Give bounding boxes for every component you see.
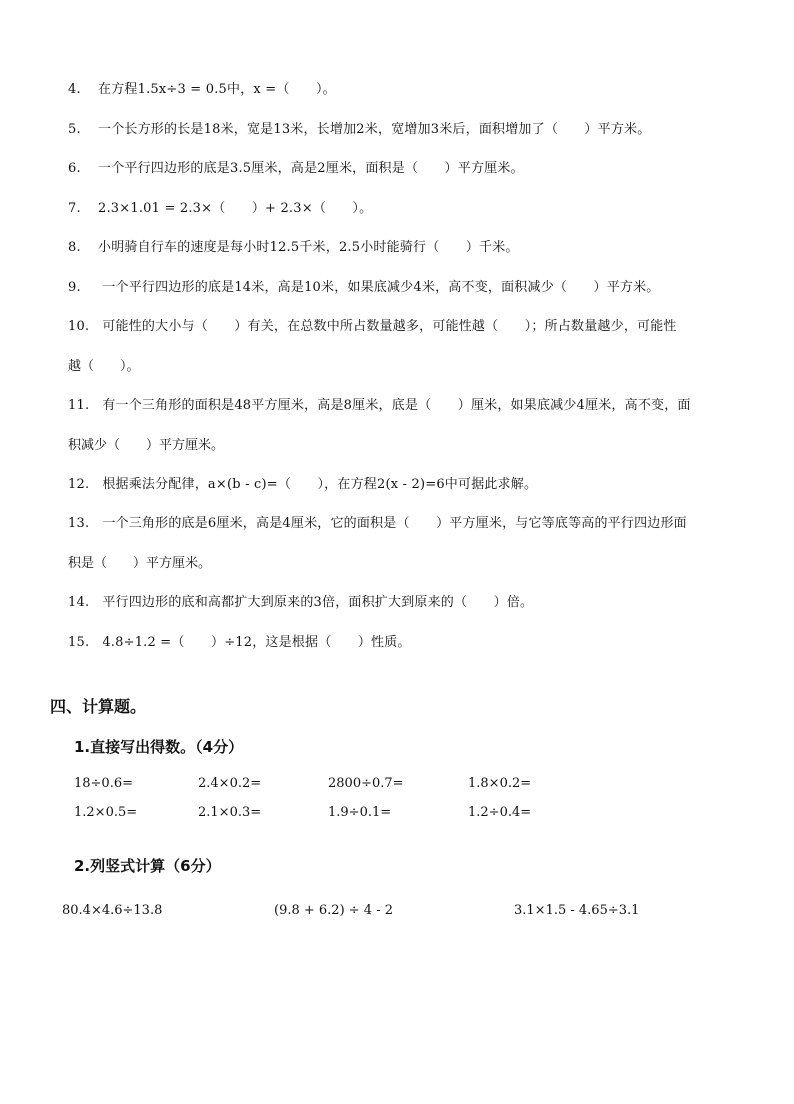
question-text: 可能性的大小与（ ）有关，在总数中所占数量越多，可能性越（ ）；所占数量越少，可能性	[98, 319, 677, 334]
calc-item: 2.1×0.3=	[198, 805, 262, 820]
calc-item: 2800÷0.7=	[328, 776, 404, 791]
question-10	[68, 319, 677, 335]
question-5	[68, 122, 650, 138]
question-text: 4.8÷1.2 =（ ）÷12，这是根据（ ）性质。	[98, 635, 411, 650]
calc-item: 1.8×0.2=	[468, 776, 532, 791]
question-7	[68, 201, 372, 217]
question-14	[68, 595, 533, 611]
question-number: 9.	[68, 280, 81, 295]
vertical-calc-item: 3.1×1.5 - 4.65÷3.1	[514, 903, 640, 918]
vertical-calc-item: 80.4×4.6÷13.8	[62, 903, 163, 918]
calc-item: 2.4×0.2=	[198, 776, 262, 791]
section-title: 四、计算题。	[50, 697, 147, 716]
question-8	[68, 240, 519, 256]
question-4	[68, 82, 336, 98]
question-number: 13.	[68, 516, 90, 531]
question-text: 有一个三角形的面积是48平方厘米，高是8厘米，底是（ ）厘米，如果底减少4厘米，高不变，面	[98, 398, 691, 413]
calc-item: 1.9÷0.1=	[328, 805, 392, 820]
question-text: 一个三角形的底是6厘米，高是4厘米，它的面积是（ ）平方厘米，与它等底等高的平行四边形面	[98, 516, 687, 531]
question-11-continuation: 积减少（ ）平方厘米。	[68, 438, 225, 453]
question-10-continuation: 越（ ）。	[68, 359, 140, 374]
question-text: 一个平行四边形的底是3.5厘米，高是2厘米，面积是（ ）平方厘米。	[98, 161, 524, 176]
part1-title: 1.直接写出得数。（4分）	[74, 738, 244, 756]
part2-title: 2.列竖式计算（6分）	[74, 857, 221, 875]
question-number: 5.	[68, 122, 81, 137]
question-number: 12.	[68, 477, 90, 492]
question-number: 11.	[68, 398, 90, 413]
question-number: 6.	[68, 161, 81, 176]
vertical-calc-item: (9.8 + 6.2) ÷ 4 - 2	[274, 903, 394, 918]
question-11	[68, 398, 691, 414]
question-text: 在方程1.5x÷3 = 0.5中，x =（ ）。	[98, 82, 336, 97]
question-12	[68, 477, 537, 493]
question-number: 7.	[68, 201, 81, 216]
question-9	[68, 280, 660, 296]
question-number: 15.	[68, 635, 90, 650]
question-15	[68, 635, 411, 651]
question-text: 平行四边形的底和高都扩大到原来的3倍，面积扩大到原来的（ ）倍。	[98, 595, 534, 610]
question-text: 一个长方形的长是18米，宽是13米，长增加2米，宽增加3米后，面积增加了（ ）平方米。	[98, 122, 651, 137]
question-13	[68, 516, 687, 532]
question-text: 2.3×1.01 = 2.3×（ ）+ 2.3×（ ）。	[98, 201, 373, 216]
question-number: 4.	[68, 82, 81, 97]
question-6	[68, 161, 524, 177]
question-text: 一个平行四边形的底是14米，高是10米，如果底减少4米，高不变，面积减少（ ）平方米。	[98, 280, 660, 295]
calc-item: 1.2÷0.4=	[468, 805, 532, 820]
calc-item: 18÷0.6=	[74, 776, 134, 791]
question-text: 根据乘法分配律，a×(b - c)=（ ），在方程2(x - 2)=6中可据此求解。	[98, 477, 538, 492]
question-number: 14.	[68, 595, 90, 610]
question-number: 10.	[68, 319, 90, 334]
question-number: 8.	[68, 240, 81, 255]
calc-item: 1.2×0.5=	[74, 805, 138, 820]
question-13-continuation: 积是（ ）平方厘米。	[68, 556, 212, 571]
question-text: 小明骑自行车的速度是每小时12.5千米，2.5小时能骑行（ ）千米。	[98, 240, 519, 255]
